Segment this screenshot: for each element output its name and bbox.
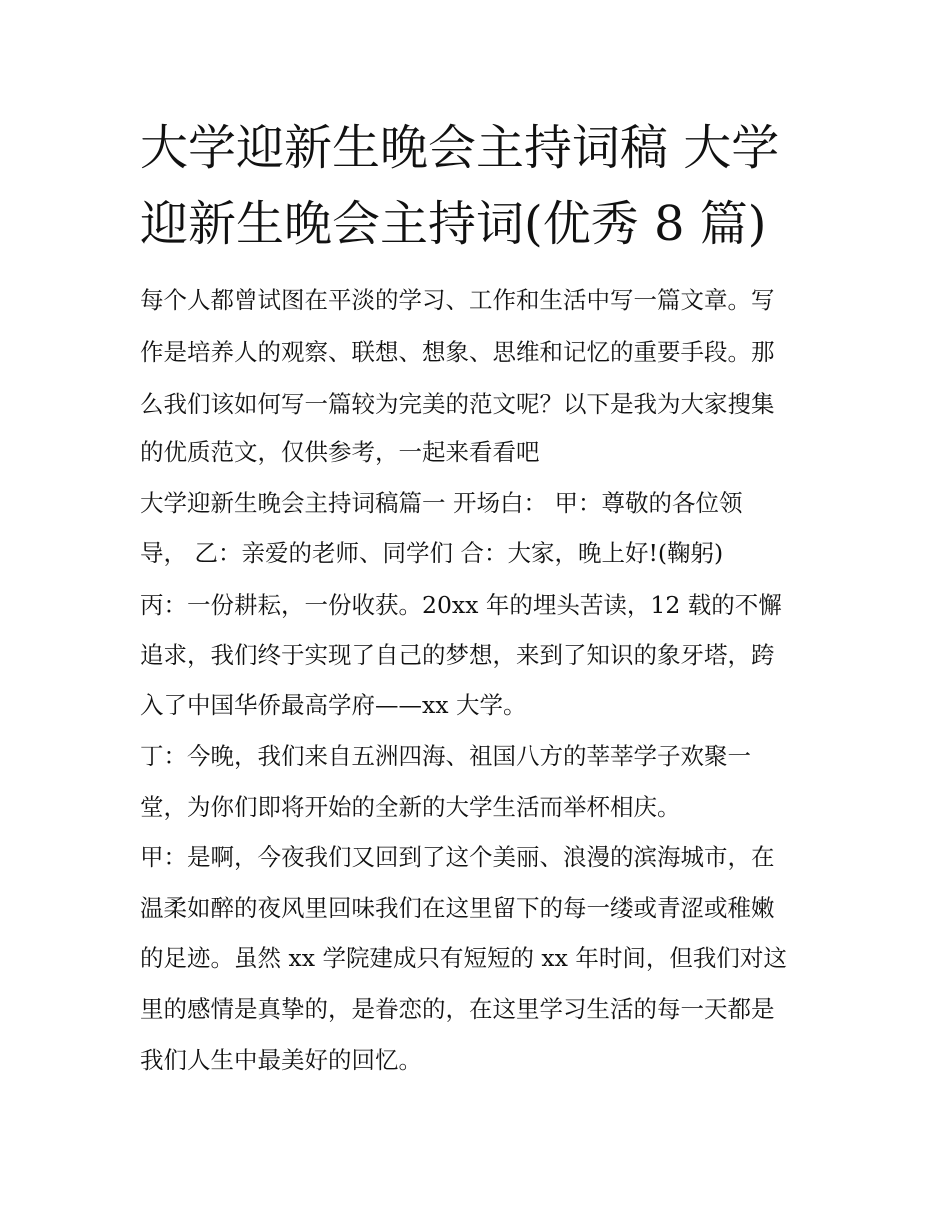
body-line-5: 大学迎新生晚会主持词稿篇一 开场白： 甲：尊敬的各位领	[140, 489, 743, 517]
body-line-16: 我们人生中最美好的回忆。	[140, 1046, 422, 1074]
body-line-12: 甲：是啊，今夜我们又回到了这个美丽、浪漫的滨海城市，在	[140, 843, 775, 871]
document-title-line-1: 大学迎新生晚会主持词稿 大学	[140, 120, 780, 176]
body-line-10: 丁：今晚，我们来自五洲四海、祖国八方的莘莘学子欢聚一	[140, 742, 751, 770]
body-line-4: 的优质范文，仅供参考，一起来看看吧	[140, 438, 540, 466]
body-line-6: 导， 乙：亲爱的老师、同学们 合：大家，晚上好!(鞠躬)	[140, 539, 724, 567]
body-line-15: 里的感情是真挚的，是眷恋的，在这里学习生活的每一天都是	[140, 995, 775, 1023]
body-line-13: 温柔如醉的夜风里回味我们在这里留下的每一缕或青涩或稚嫩	[140, 894, 775, 922]
document-title-line-2: 迎新生晚会主持词(优秀 8 篇)	[140, 196, 767, 252]
body-line-7: 丙：一份耕耘，一份收获。20xx 年的埋头苦读，12 载的不懈	[140, 591, 782, 619]
body-line-11: 堂，为你们即将开始的全新的大学生活而举杯相庆。	[140, 793, 681, 821]
body-line-3: 么我们该如何写一篇较为完美的范文呢？以下是我为大家搜集	[140, 390, 775, 418]
body-line-1: 每个人都曾试图在平淡的学习、工作和生活中写一篇文章。写	[140, 286, 775, 314]
body-line-9: 入了中国华侨最高学府——xx 大学。	[140, 691, 527, 719]
body-line-2: 作是培养人的观察、联想、想象、思维和记忆的重要手段。那	[140, 338, 775, 366]
body-line-8: 追求，我们终于实现了自己的梦想，来到了知识的象牙塔，跨	[140, 641, 775, 669]
body-line-14: 的足迹。虽然 xx 学院建成只有短短的 xx 年时间，但我们对这	[140, 944, 787, 972]
